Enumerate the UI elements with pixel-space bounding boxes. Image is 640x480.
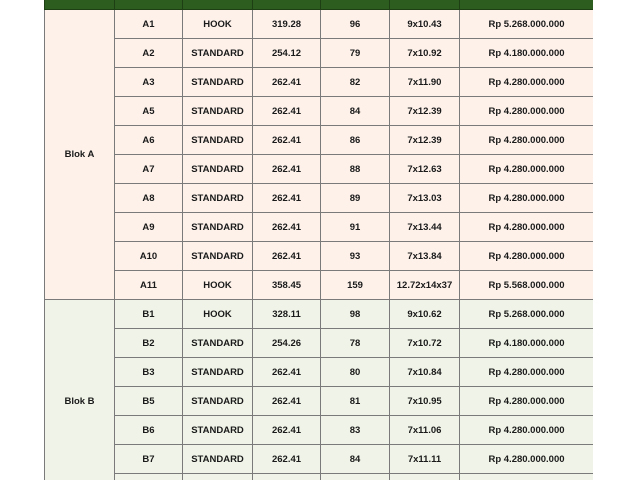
land-area-cell: 262.41 <box>253 358 321 387</box>
building-area-cell: 78 <box>321 329 390 358</box>
type-cell: STANDARD <box>183 445 253 474</box>
land-area-cell: 254.12 <box>253 39 321 68</box>
type-cell: STANDARD <box>183 416 253 445</box>
table-row <box>45 39 594 68</box>
dimension-cell: 7x12.39 <box>390 126 460 155</box>
header-cell <box>460 0 594 10</box>
unit-cell: B5 <box>115 387 183 416</box>
unit-cell: B3 <box>115 358 183 387</box>
land-area-cell: 262.41 <box>253 242 321 271</box>
dimension-cell: 9x10.43 <box>390 10 460 39</box>
building-area-cell: 84 <box>321 445 390 474</box>
type-cell: STANDARD <box>183 242 253 271</box>
unit-cell: B6 <box>115 416 183 445</box>
price-cell: Rp 4.280.000.000 <box>460 126 594 155</box>
land-area-cell: 262.41 <box>253 387 321 416</box>
unit-cell: B7 <box>115 445 183 474</box>
land-area-cell: 328.11 <box>253 300 321 329</box>
unit-cell: A1 <box>115 10 183 39</box>
land-area-cell: 319.28 <box>253 10 321 39</box>
building-area-cell: 81 <box>321 387 390 416</box>
header-cell <box>183 0 253 10</box>
building-area-cell: 84 <box>321 97 390 126</box>
dimension-cell <box>390 474 460 480</box>
block-name-cell: Blok A <box>45 10 115 300</box>
table-row <box>45 213 594 242</box>
type-cell: STANDARD <box>183 387 253 416</box>
dimension-cell: 7x10.95 <box>390 387 460 416</box>
land-area-cell: 262.41 <box>253 416 321 445</box>
table-row <box>45 358 594 387</box>
block-name-cell: Blok B <box>45 300 115 480</box>
building-area-cell: 159 <box>321 271 390 300</box>
building-area-cell: 80 <box>321 358 390 387</box>
building-area-cell: 98 <box>321 300 390 329</box>
dimension-cell: 7x12.39 <box>390 97 460 126</box>
land-area-cell: 262.41 <box>253 213 321 242</box>
dimension-cell: 7x11.11 <box>390 445 460 474</box>
price-cell: Rp 4.280.000.000 <box>460 445 594 474</box>
table-header-row <box>45 0 594 10</box>
dimension-cell: 9x10.62 <box>390 300 460 329</box>
table-row <box>45 242 594 271</box>
unit-cell: A6 <box>115 126 183 155</box>
dimension-cell: 7x10.72 <box>390 329 460 358</box>
price-cell: Rp 4.180.000.000 <box>460 39 594 68</box>
land-area-cell: 262.41 <box>253 126 321 155</box>
type-cell: STANDARD <box>183 213 253 242</box>
table-row <box>45 68 594 97</box>
dimension-cell: 7x13.44 <box>390 213 460 242</box>
table-row <box>45 474 594 480</box>
dimension-cell: 7x11.90 <box>390 68 460 97</box>
type-cell: HOOK <box>183 10 253 39</box>
price-cell: Rp 5.268.000.000 <box>460 10 594 39</box>
price-table <box>44 0 593 480</box>
table-row <box>45 184 594 213</box>
building-area-cell: 91 <box>321 213 390 242</box>
type-cell: STANDARD <box>183 184 253 213</box>
unit-cell: A10 <box>115 242 183 271</box>
type-cell: STANDARD <box>183 126 253 155</box>
dimension-cell: 7x11.06 <box>390 416 460 445</box>
type-cell: HOOK <box>183 271 253 300</box>
type-cell: STANDARD <box>183 68 253 97</box>
building-area-cell: 88 <box>321 155 390 184</box>
table-row <box>45 155 594 184</box>
type-cell: STANDARD <box>183 39 253 68</box>
building-area-cell: 79 <box>321 39 390 68</box>
table-row <box>45 387 594 416</box>
land-area-cell <box>253 474 321 480</box>
price-cell: Rp 5.568.000.000 <box>460 271 594 300</box>
dimension-cell: 12.72x14x37 <box>390 271 460 300</box>
type-cell <box>183 474 253 480</box>
price-cell: Rp 4.180.000.000 <box>460 329 594 358</box>
price-cell <box>460 474 594 480</box>
table-row <box>45 300 594 329</box>
dimension-cell: 7x13.03 <box>390 184 460 213</box>
price-cell: Rp 5.268.000.000 <box>460 300 594 329</box>
unit-cell: A9 <box>115 213 183 242</box>
unit-cell: A8 <box>115 184 183 213</box>
price-cell: Rp 4.280.000.000 <box>460 155 594 184</box>
table-row <box>45 416 594 445</box>
unit-cell <box>115 474 183 480</box>
building-area-cell <box>321 474 390 480</box>
header-cell <box>390 0 460 10</box>
price-cell: Rp 4.280.000.000 <box>460 387 594 416</box>
unit-cell: A5 <box>115 97 183 126</box>
unit-cell: B1 <box>115 300 183 329</box>
price-cell: Rp 4.280.000.000 <box>460 97 594 126</box>
land-area-cell: 262.41 <box>253 155 321 184</box>
dimension-cell: 7x10.84 <box>390 358 460 387</box>
table-row <box>45 445 594 474</box>
building-area-cell: 89 <box>321 184 390 213</box>
building-area-cell: 93 <box>321 242 390 271</box>
price-cell: Rp 4.280.000.000 <box>460 68 594 97</box>
type-cell: STANDARD <box>183 97 253 126</box>
table-row <box>45 126 594 155</box>
dimension-cell: 7x12.63 <box>390 155 460 184</box>
price-cell: Rp 4.280.000.000 <box>460 184 594 213</box>
price-cell: Rp 4.280.000.000 <box>460 416 594 445</box>
table-row <box>45 271 594 300</box>
building-area-cell: 96 <box>321 10 390 39</box>
table-row <box>45 10 594 39</box>
header-cell <box>253 0 321 10</box>
dimension-cell: 7x13.84 <box>390 242 460 271</box>
price-cell: Rp 4.280.000.000 <box>460 213 594 242</box>
table-row <box>45 97 594 126</box>
building-area-cell: 86 <box>321 126 390 155</box>
type-cell: STANDARD <box>183 329 253 358</box>
building-area-cell: 83 <box>321 416 390 445</box>
unit-cell: A3 <box>115 68 183 97</box>
dimension-cell: 7x10.92 <box>390 39 460 68</box>
type-cell: STANDARD <box>183 155 253 184</box>
header-cell <box>115 0 183 10</box>
header-cell <box>321 0 390 10</box>
land-area-cell: 254.26 <box>253 329 321 358</box>
unit-cell: A7 <box>115 155 183 184</box>
price-list-sheet <box>44 0 593 480</box>
land-area-cell: 262.41 <box>253 97 321 126</box>
land-area-cell: 262.41 <box>253 68 321 97</box>
land-area-cell: 262.41 <box>253 445 321 474</box>
price-cell: Rp 4.280.000.000 <box>460 242 594 271</box>
unit-cell: A2 <box>115 39 183 68</box>
type-cell: HOOK <box>183 300 253 329</box>
land-area-cell: 358.45 <box>253 271 321 300</box>
land-area-cell: 262.41 <box>253 184 321 213</box>
type-cell: STANDARD <box>183 358 253 387</box>
header-cell <box>45 0 115 10</box>
price-table-body <box>45 0 594 480</box>
price-cell: Rp 4.280.000.000 <box>460 358 594 387</box>
table-row <box>45 329 594 358</box>
unit-cell: B2 <box>115 329 183 358</box>
building-area-cell: 82 <box>321 68 390 97</box>
unit-cell: A11 <box>115 271 183 300</box>
